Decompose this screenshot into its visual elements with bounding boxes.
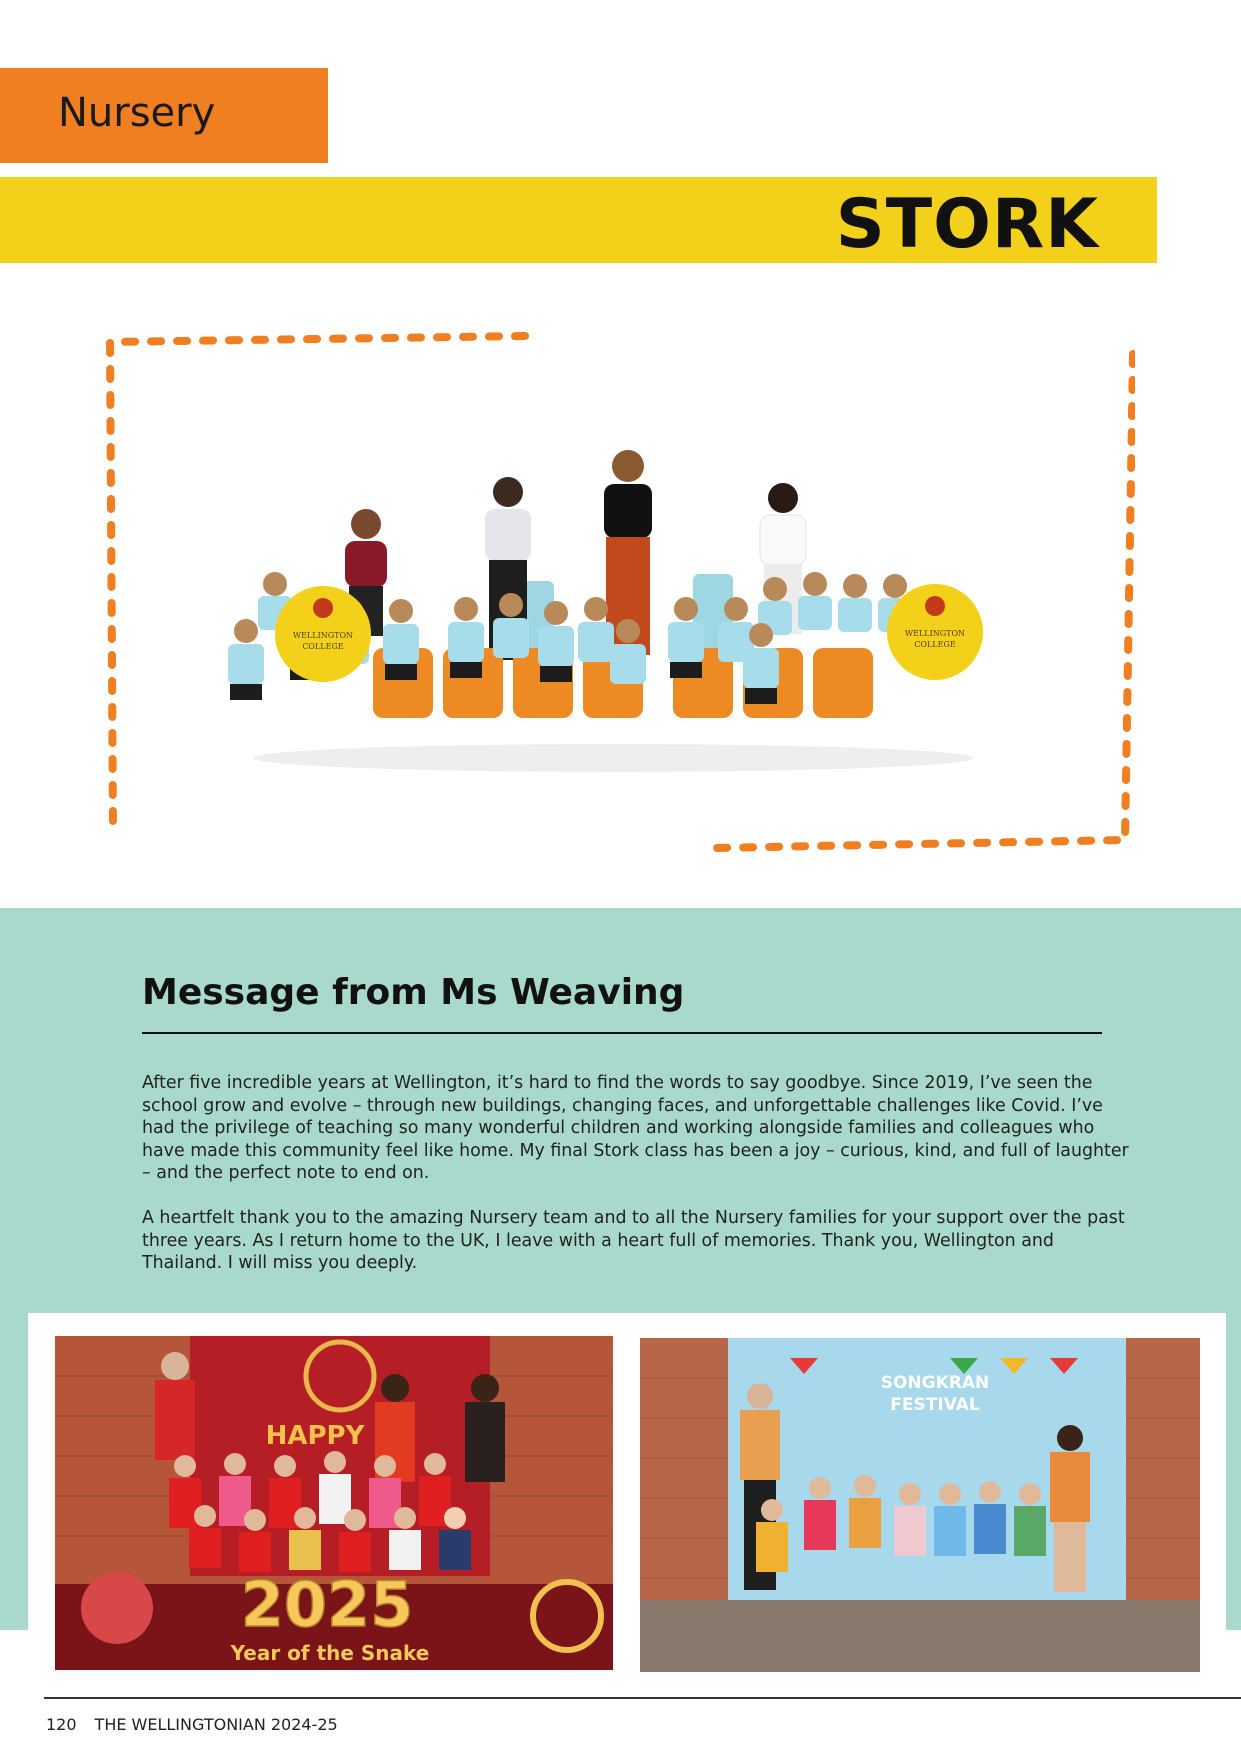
title-divider: [142, 1032, 1102, 1034]
songkran-festival-photo: [640, 1338, 1200, 1672]
crest-text: COLLEGE: [302, 642, 344, 651]
crest-text: WELLINGTON: [904, 629, 966, 638]
school-crest-disc: [887, 584, 983, 680]
cny-year-text: 2025: [240, 1568, 414, 1641]
chinese-new-year-photo: [55, 1336, 613, 1670]
page-footer: [46, 1715, 356, 1734]
songkran-banner-text: SONGKRAN: [880, 1373, 990, 1393]
cny-sign-text: HAPPY: [265, 1421, 365, 1451]
crest-text: COLLEGE: [914, 640, 956, 649]
cny-caption-text: Year of the Snake: [230, 1641, 430, 1665]
footer-divider: [44, 1697, 1241, 1699]
message-paragraph: After five incredible years at Wellington, it’s hard to find the words to say goodbye. Since 2019, I’ve seen the school grow and evolve – through new buildings, changing faces, and unforgettable challenges like Covid. I’ve had the privilege of teaching so many wonderful children and working alongside families and colleagues who have made this community feel like home. My final Stork class has been a joy – curious, kind, and full of laughter – and the perfect note to end on.: [142, 1073, 1129, 1183]
publication-title: THE WELLINGTONIAN 2024-25: [94, 1715, 338, 1734]
class-name-banner: [0, 177, 1157, 263]
school-crest-disc: [275, 586, 371, 682]
message-paragraph: A heartfelt thank you to the amazing Nursery team and to all the Nursery families for your support over the past three years. As I return home to the UK, I leave with a heart full of memories. Thank you, Wellington and Thailand. I will miss you deeply.: [142, 1208, 1125, 1273]
crest-text: WELLINGTON: [292, 631, 354, 640]
class-name: STORK: [835, 185, 1099, 264]
songkran-banner-text: FESTIVAL: [890, 1395, 980, 1415]
class-photo: [138, 386, 1088, 826]
message-title: Message from Ms Weaving: [142, 972, 685, 1013]
section-tab-label: Nursery: [58, 90, 216, 136]
page-number: 120: [46, 1715, 77, 1734]
section-tab: [0, 68, 328, 163]
